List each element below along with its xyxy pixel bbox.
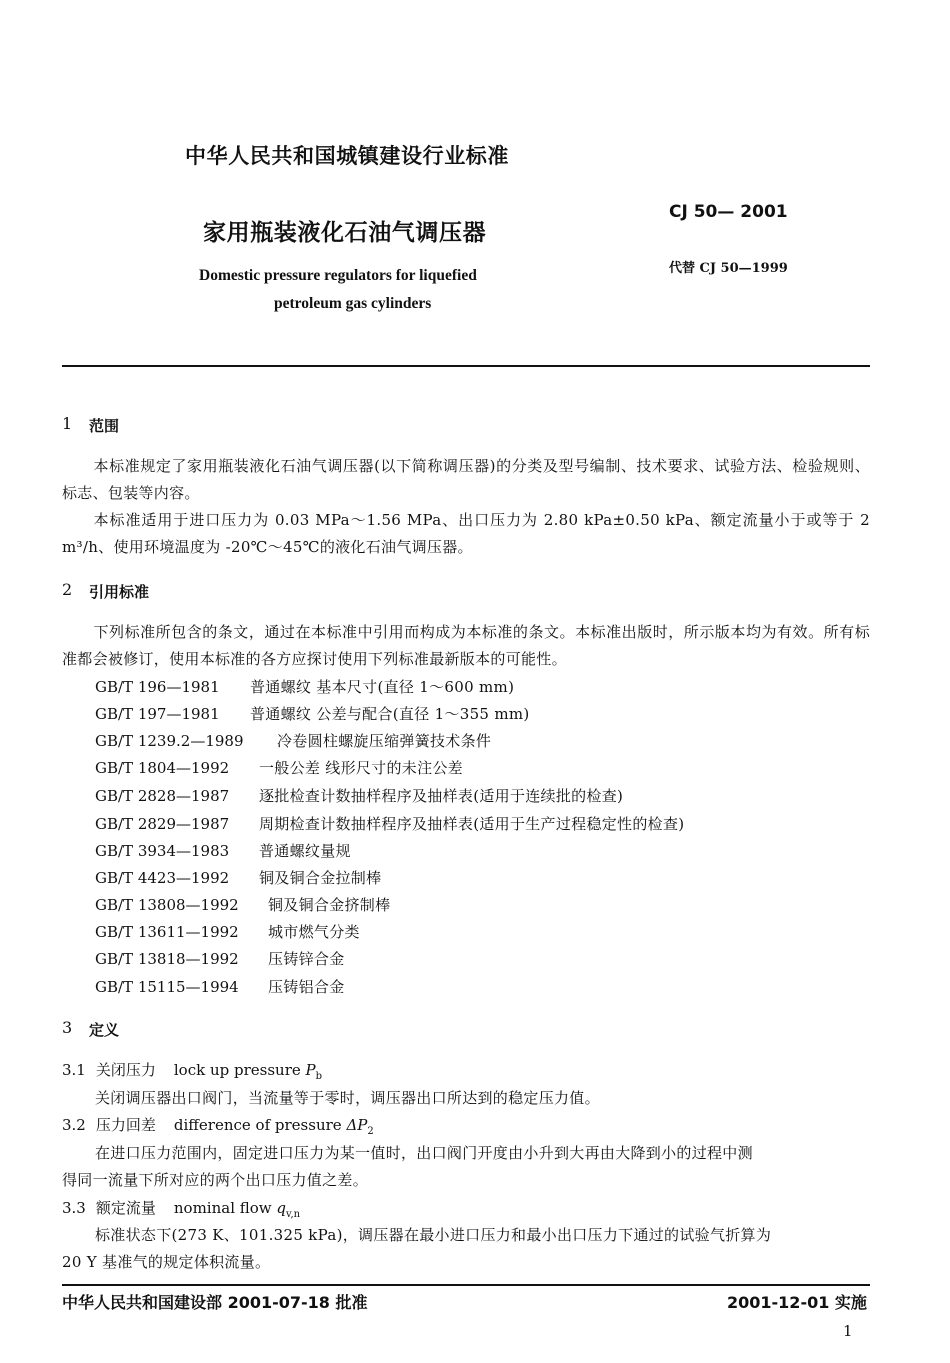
- definition-english: difference of pressure: [173, 1116, 342, 1134]
- definition-3-1-text: 关闭调压器出口阀门，当流量等于零时，调压器出口所达到的稳定压力值。: [95, 1089, 600, 1107]
- definition-symbol: q: [276, 1199, 287, 1217]
- definition-symbol: ΔP: [346, 1116, 368, 1134]
- definition-3-2-text-line2: 得同一流量下所对应的两个出口压力值之差。: [62, 1171, 369, 1189]
- reference-id: GB/T 197—1981: [95, 705, 220, 723]
- definition-3-2-text-line1: 在进口压力范围内，固定进口压力为某一值时，出口阀门开度由小升到大再由大降到小的过程中测: [95, 1144, 753, 1162]
- reference-item: [95, 894, 390, 915]
- reference-name: 城市燃气分类: [268, 923, 360, 941]
- definition-3-2: [62, 1114, 374, 1137]
- reference-id: GB/T 13808—1992: [95, 896, 239, 914]
- header-divider: [62, 365, 870, 367]
- approval-line: 中华人民共和国建设部 2001-07-18 批准: [62, 1293, 368, 1312]
- section-1-paragraph-1: 本标准规定了家用瓶装液化石油气调压器(以下简称调压器)的分类及型号编制、技术要求、试验方法、检验规则、标志、包装等内容。: [62, 457, 870, 502]
- definition-symbol-subscript: 2: [367, 1126, 374, 1137]
- issuing-organization: 中华人民共和国城镇建设行业标准: [185, 144, 509, 168]
- document-title-cn: 家用瓶装液化石油气调压器: [203, 220, 487, 246]
- section-2-paragraph: 下列标准所包含的条文，通过在本标准中引用而构成为本标准的条文。本标准出版时，所示版本均为有效。所有标准都会被修订，使用本标准的各方应探讨使用下列标准最新版本的可能性。: [62, 623, 870, 668]
- definition-number: 3.3: [62, 1199, 86, 1217]
- definition-symbol-subscript: v,n: [286, 1209, 301, 1220]
- definition-term: 压力回差: [95, 1116, 156, 1134]
- reference-id: GB/T 1239.2—1989: [95, 732, 244, 750]
- reference-name: 压铸锌合金: [268, 950, 345, 968]
- standard-code: CJ 50— 2001: [669, 202, 788, 222]
- reference-id: GB/T 13611—1992: [95, 923, 239, 941]
- definition-symbol: P: [305, 1061, 316, 1079]
- definition-number: 3.2: [62, 1116, 86, 1134]
- reference-name: 普通螺纹 基本尺寸(直径 1～600 mm): [250, 678, 515, 696]
- reference-name: 逐批检查计数抽样程序及抽样表(适用于连续批的检查): [259, 787, 624, 805]
- reference-id: GB/T 3934—1983: [95, 842, 230, 860]
- reference-id: GB/T 2828—1987: [95, 787, 230, 805]
- reference-name: 铜及铜合金挤制棒: [268, 896, 391, 914]
- section-1-paragraph-2: 本标准适用于进口压力为 0.03 MPa～1.56 MPa、出口压力为 2.80 kPa±0.50 kPa、额定流量小于或等于 2 m³/h、使用环境温度为 -20℃～45℃的液化石油气调压器。: [62, 511, 870, 556]
- reference-item: [95, 676, 514, 697]
- reference-id: GB/T 4423—1992: [95, 869, 230, 887]
- section-3-title: 定义: [89, 1021, 120, 1039]
- reference-item: [95, 730, 491, 751]
- reference-id: GB/T 2829—1987: [95, 815, 230, 833]
- reference-name: 压铸铝合金: [268, 978, 345, 996]
- reference-id: GB/T 196—1981: [95, 678, 220, 696]
- reference-name: 一般公差 线形尺寸的未注公差: [259, 759, 463, 777]
- reference-id: GB/T 1804—1992: [95, 759, 230, 777]
- page-number: 1: [843, 1322, 853, 1340]
- reference-item: [95, 921, 360, 942]
- replaces-standard: 代替 CJ 50—1999: [669, 261, 788, 276]
- reference-id: GB/T 15115—1994: [95, 978, 239, 996]
- definition-3-3: [62, 1197, 300, 1220]
- reference-item: [95, 976, 345, 997]
- reference-item: [95, 867, 381, 888]
- definition-3-3-text-line1: 标准状态下(273 K、101.325 kPa)，调压器在最小进口压力和最小出口压力下通过的试验气折算为: [95, 1226, 772, 1244]
- reference-item: [95, 785, 623, 806]
- reference-item: [95, 703, 530, 724]
- definition-number: 3.1: [62, 1061, 86, 1079]
- footer-divider: [62, 1284, 870, 1286]
- reference-id: GB/T 13818—1992: [95, 950, 239, 968]
- definition-english: lock up pressure: [173, 1061, 301, 1079]
- section-2-title: 引用标准: [89, 583, 150, 601]
- effective-date-line: 2001-12-01 实施: [727, 1293, 867, 1312]
- reference-name: 铜及铜合金拉制棒: [259, 869, 382, 887]
- document-title-en-line2: petroleum gas cylinders: [274, 295, 432, 312]
- reference-name: 普通螺纹量规: [259, 842, 351, 860]
- reference-item: [95, 840, 351, 861]
- section-1-number: 1: [62, 414, 73, 433]
- reference-item: [95, 813, 684, 834]
- section-3-number: 3: [62, 1018, 73, 1037]
- definition-3-3-text-line2: 20 Y 基准气的规定体积流量。: [62, 1253, 271, 1271]
- definition-symbol-subscript: b: [315, 1071, 323, 1082]
- document-title-en-line1: Domestic pressure regulators for liquefied: [199, 267, 477, 284]
- definition-term: 关闭压力: [95, 1061, 156, 1079]
- section-2-number: 2: [62, 580, 73, 599]
- reference-name: 冷卷圆柱螺旋压缩弹簧技术条件: [277, 732, 492, 750]
- reference-item: [95, 948, 345, 969]
- definition-term: 额定流量: [95, 1199, 156, 1217]
- section-1-title: 范围: [89, 417, 120, 435]
- reference-item: [95, 757, 463, 778]
- definition-3-1: [62, 1059, 322, 1082]
- reference-name: 周期检查计数抽样程序及抽样表(适用于生产过程稳定性的检查): [259, 815, 685, 833]
- definition-english: nominal flow: [173, 1199, 272, 1217]
- reference-name: 普通螺纹 公差与配合(直径 1～355 mm): [250, 705, 530, 723]
